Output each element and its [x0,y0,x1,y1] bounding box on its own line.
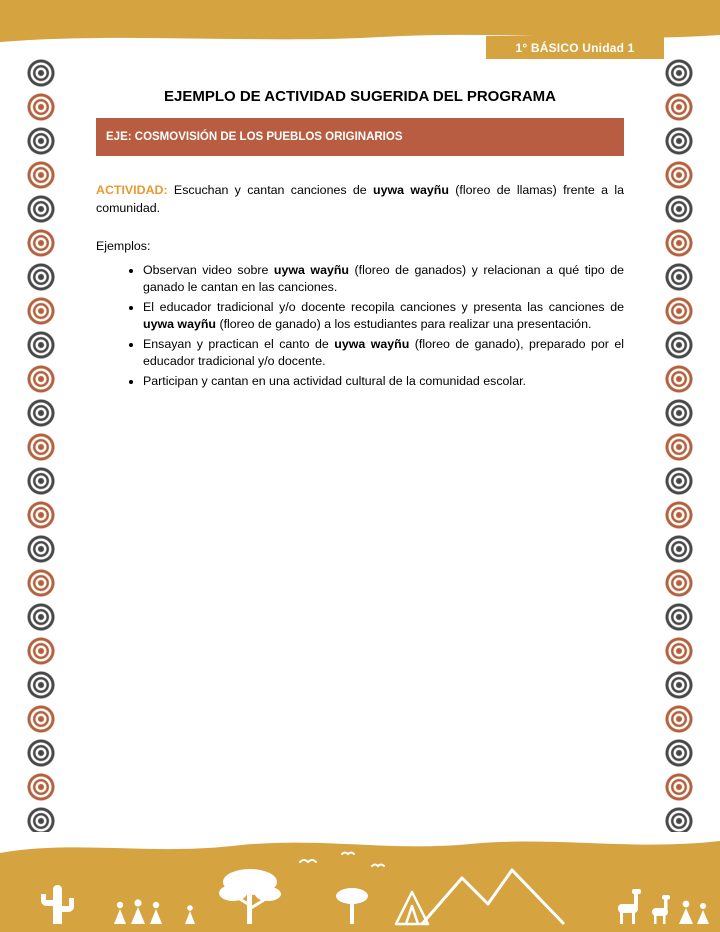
eje-banner-label: EJE: COSMOVISIÓN DE LOS PUEBLOS ORIGINARIOS [106,131,403,143]
eje-banner [96,118,624,156]
main-content [96,88,624,394]
examples-label: Ejemplos: [96,239,151,254]
page-title: EJEMPLO DE ACTIVIDAD SUGERIDA DEL PROGRAMA [164,88,556,105]
footer-illustration [0,832,720,932]
unit-badge-label: 1° BÁSICO Unidad 1 [515,40,635,55]
ornamental-border-right-icon [664,56,694,838]
example-bullet-2: • El educador tradicional y/o docente recopila canciones y presenta las canciones de uywa wayñu (floreo de ganado) a los estudiantes para realizar una presentación. [143,299,624,333]
activity-label: ACTIVIDAD: [96,183,168,197]
activity-paragraph [96,182,624,217]
unit-badge [486,36,664,59]
ornamental-border-left-icon [26,56,56,838]
example-bullet-4: • Participan y cantan en una actividad cultural de la comunidad escolar. [143,373,624,390]
example-bullet-3: • Ensayan y practican el canto de uywa wayñu (floreo de ganado), preparado por el educador tradicional y/o docente. [143,336,624,370]
activity-text: Escuchan y cantan canciones de uywa wayñu (floreo de llamas) frente a la comunidad. [96,183,624,215]
example-bullet-1: • Observan video sobre uywa wayñu (floreo de ganados) y relacionan a qué tipo de ganado le cantan en las canciones. [143,262,624,296]
examples-list [96,262,624,391]
